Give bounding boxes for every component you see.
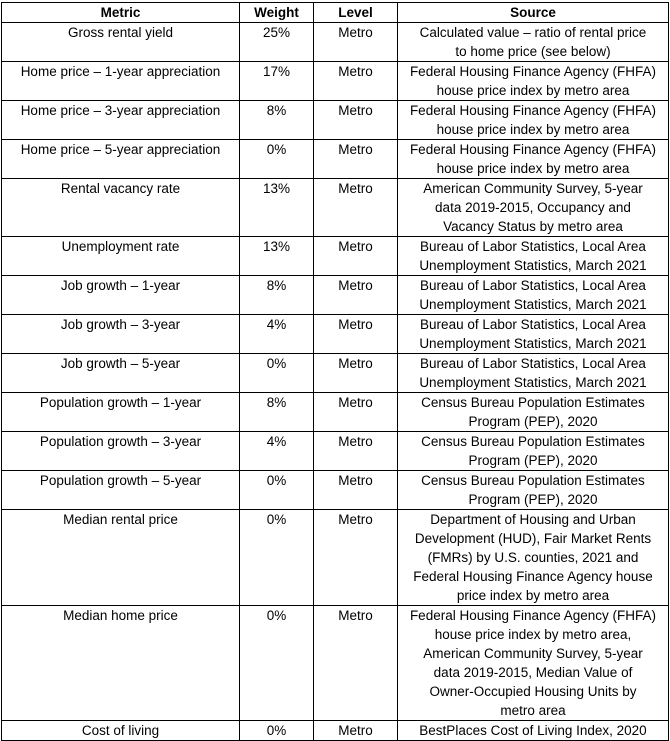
table-row	[2, 315, 669, 354]
metric-cell: Home price – 5-year appreciation	[2, 140, 240, 179]
source-line: Federal Housing Finance Agency house	[413, 569, 653, 584]
source-line: house price index by metro area,	[434, 627, 632, 642]
header-weight: Weight	[240, 3, 314, 23]
metric-cell: Median rental price	[2, 510, 240, 606]
level-cell: Metro	[314, 354, 398, 393]
table-header	[2, 3, 669, 23]
source-line: Bureau of Labor Statistics, Local Area	[420, 278, 646, 293]
weight-cell: 0%	[240, 606, 314, 721]
source-line: house price index by metro area	[436, 83, 630, 98]
source-line: Department of Housing and Urban	[430, 512, 636, 527]
metric-cell: Job growth – 5-year	[2, 354, 240, 393]
source-line: Unemployment Statistics, March 2021	[419, 297, 647, 312]
source-cell	[398, 721, 669, 741]
source-line: house price index by metro area	[436, 122, 630, 137]
weight-cell: 13%	[240, 179, 314, 237]
source-line: metro area	[500, 703, 566, 718]
table-row	[2, 471, 669, 510]
metrics-table	[1, 2, 669, 741]
table-row	[2, 393, 669, 432]
source-line: data 2019-2015, Median Value of	[433, 665, 633, 680]
level-cell: Metro	[314, 179, 398, 237]
weight-cell: 8%	[240, 276, 314, 315]
weight-cell: 0%	[240, 354, 314, 393]
table-body	[2, 23, 669, 741]
metric-cell: Cost of living	[2, 721, 240, 741]
table-row	[2, 721, 669, 741]
metric-cell: Population growth – 3-year	[2, 432, 240, 471]
source-line: Owner-Occupied Housing Units by	[429, 684, 637, 699]
source-line: (FMRs) by U.S. counties, 2021 and	[427, 550, 639, 565]
source-cell	[398, 179, 669, 237]
source-line: Census Bureau Population Estimates	[421, 395, 645, 410]
level-cell: Metro	[314, 510, 398, 606]
source-cell	[398, 23, 669, 62]
level-cell: Metro	[314, 432, 398, 471]
weight-cell: 4%	[240, 315, 314, 354]
source-line: BestPlaces Cost of Living Index, 2020	[419, 723, 647, 738]
weight-cell: 13%	[240, 237, 314, 276]
source-cell	[398, 62, 669, 101]
source-line: Census Bureau Population Estimates	[421, 434, 645, 449]
source-line: Federal Housing Finance Agency (FHFA)	[409, 142, 657, 157]
source-cell	[398, 237, 669, 276]
table-row	[2, 510, 669, 606]
table-row	[2, 23, 669, 62]
weight-cell: 0%	[240, 510, 314, 606]
metric-cell: Home price – 3-year appreciation	[2, 101, 240, 140]
source-line: Development (HUD), Fair Market Rents	[414, 531, 652, 546]
source-line: Unemployment Statistics, March 2021	[419, 375, 647, 390]
weight-cell: 0%	[240, 721, 314, 741]
table-row	[2, 179, 669, 237]
source-cell	[398, 471, 669, 510]
header-metric: Metric	[2, 3, 240, 23]
metric-cell: Job growth – 3-year	[2, 315, 240, 354]
source-cell	[398, 315, 669, 354]
source-line: price index by metro area	[456, 588, 610, 603]
source-line: Federal Housing Finance Agency (FHFA)	[409, 64, 657, 79]
source-cell	[398, 354, 669, 393]
table-row	[2, 432, 669, 471]
table-row	[2, 140, 669, 179]
source-line: Bureau of Labor Statistics, Local Area	[420, 239, 646, 254]
weight-cell: 0%	[240, 140, 314, 179]
table-row	[2, 101, 669, 140]
level-cell: Metro	[314, 237, 398, 276]
source-line: Program (PEP), 2020	[468, 453, 598, 468]
table-row	[2, 62, 669, 101]
source-line: American Community Survey, 5-year	[423, 181, 643, 196]
source-cell	[398, 432, 669, 471]
level-cell: Metro	[314, 140, 398, 179]
source-cell	[398, 606, 669, 721]
weight-cell: 4%	[240, 432, 314, 471]
level-cell: Metro	[314, 101, 398, 140]
source-line: Program (PEP), 2020	[468, 492, 598, 507]
source-cell	[398, 276, 669, 315]
source-line: Federal Housing Finance Agency (FHFA)	[409, 103, 657, 118]
source-line: to home price (see below)	[455, 44, 611, 59]
metric-cell: Gross rental yield	[2, 23, 240, 62]
source-cell	[398, 101, 669, 140]
table-row	[2, 606, 669, 721]
level-cell: Metro	[314, 393, 398, 432]
level-cell: Metro	[314, 315, 398, 354]
source-line: Vacancy Status by metro area	[443, 219, 623, 234]
header-row	[2, 3, 669, 23]
weight-cell: 17%	[240, 62, 314, 101]
metric-cell: Population growth – 1-year	[2, 393, 240, 432]
weight-cell: 0%	[240, 471, 314, 510]
weight-cell: 8%	[240, 101, 314, 140]
table-row	[2, 354, 669, 393]
level-cell: Metro	[314, 471, 398, 510]
table-row	[2, 237, 669, 276]
source-line: Bureau of Labor Statistics, Local Area	[420, 356, 646, 371]
source-line: Census Bureau Population Estimates	[421, 473, 645, 488]
metric-cell: Home price – 1-year appreciation	[2, 62, 240, 101]
metric-cell: Job growth – 1-year	[2, 276, 240, 315]
source-line: house price index by metro area	[436, 161, 630, 176]
source-line: Bureau of Labor Statistics, Local Area	[420, 317, 646, 332]
table-row	[2, 276, 669, 315]
metric-cell: Population growth – 5-year	[2, 471, 240, 510]
source-line: American Community Survey, 5-year	[423, 646, 643, 661]
header-source: Source	[398, 3, 669, 23]
metric-cell: Rental vacancy rate	[2, 179, 240, 237]
source-line: Unemployment Statistics, March 2021	[419, 258, 647, 273]
source-cell	[398, 140, 669, 179]
source-line: Unemployment Statistics, March 2021	[419, 336, 647, 351]
metric-cell: Unemployment rate	[2, 237, 240, 276]
level-cell: Metro	[314, 62, 398, 101]
source-line: data 2019-2015, Occupancy and	[435, 200, 631, 215]
level-cell: Metro	[314, 606, 398, 721]
level-cell: Metro	[314, 23, 398, 62]
source-line: Calculated value – ratio of rental price	[419, 25, 647, 40]
source-line: Program (PEP), 2020	[468, 414, 598, 429]
header-level: Level	[314, 3, 398, 23]
source-line: Federal Housing Finance Agency (FHFA)	[409, 608, 657, 623]
metric-cell: Median home price	[2, 606, 240, 721]
level-cell: Metro	[314, 276, 398, 315]
weight-cell: 8%	[240, 393, 314, 432]
source-cell	[398, 510, 669, 606]
level-cell: Metro	[314, 721, 398, 741]
weight-cell: 25%	[240, 23, 314, 62]
source-cell	[398, 393, 669, 432]
